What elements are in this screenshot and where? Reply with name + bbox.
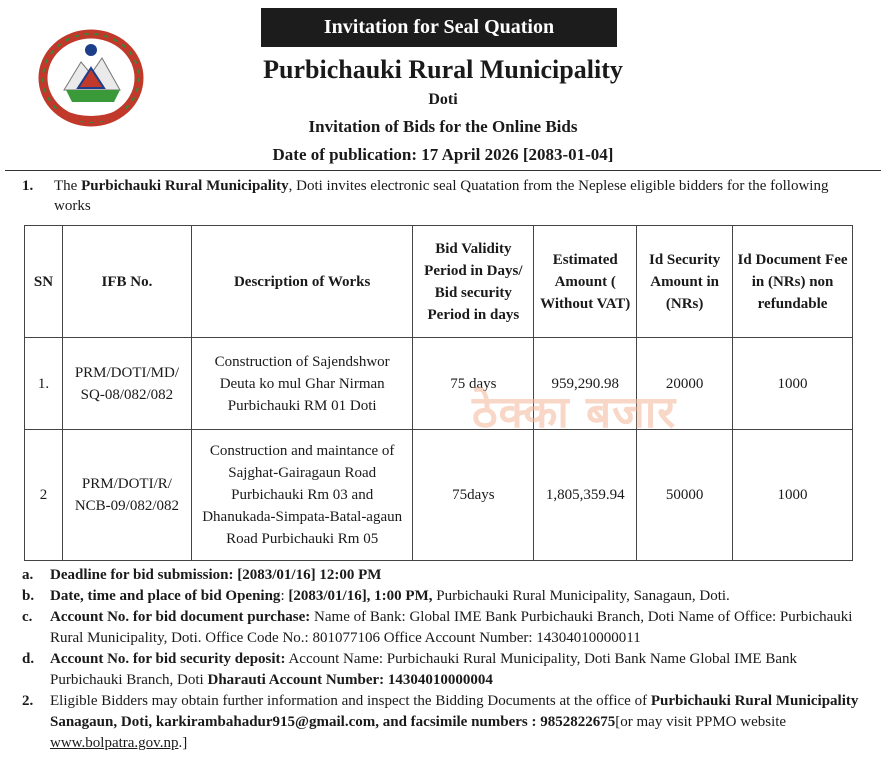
item-1-paragraph (22, 176, 852, 216)
item-2-lead: Eligible Bidders may obtain further information and inspect the Bidding Documents at the office of (50, 693, 651, 709)
note-a (22, 565, 860, 586)
note-b-rest: Purbichauki Rural Municipality, Sanagaun, Doti. (432, 588, 730, 604)
cell-security: 20000 (637, 338, 733, 430)
ppmo-website-link[interactable]: www.bolpatra.gov.np (50, 735, 179, 751)
note-label: d. (22, 651, 35, 667)
cell-validity: 75days (413, 430, 534, 561)
header-sn: SN (25, 226, 63, 338)
header-doc-fee: Id Document Fee in (NRs) non refundable (733, 226, 853, 338)
item-2-paragraph (22, 691, 860, 754)
note-a-text: Deadline for bid submission: [2083/01/16] 12:00 PM (50, 567, 382, 583)
note-b-bold: Date, time and place of bid Opening (50, 588, 281, 604)
note-label: c. (22, 609, 33, 625)
note-label: a. (22, 567, 34, 583)
note-label: 2. (22, 693, 34, 709)
municipality-name: Purbichauki Rural Municipality (263, 55, 623, 84)
watermark: ठेक्का बजार (472, 387, 677, 438)
header-security: Id Security Amount in (NRs) (637, 226, 733, 338)
note-d (22, 649, 860, 691)
header-validity: Bid Validity Period in Days/ Bid security Period in days (413, 226, 534, 338)
cell-ifb: PRM/DOTI/MD/ SQ-08/082/082 (62, 338, 191, 430)
item-1-bold: Purbichauki Rural Municipality (81, 178, 289, 194)
header-ifb: IFB No. (62, 226, 191, 338)
table-header-row (25, 226, 853, 338)
item-1-lead: The (54, 178, 82, 194)
notice-banner: Invitation for Seal Quation (261, 8, 617, 47)
note-d-account: Dharauti Account Number: 14304010000004 (207, 672, 493, 688)
item-2-rest: [or may visit PPMO website (615, 714, 787, 730)
header-divider (5, 170, 881, 171)
header-description: Description of Works (191, 226, 413, 338)
item-2-bold: Purbichauki Rural Municipality Sanagaun, Doti, karkirambahadur915@gmail.com, and facsimile numbers : 9852822675 (50, 693, 859, 730)
notice-subtitle: Invitation of Bids for the Online Bids (308, 117, 578, 136)
note-d-rest: Account Name: Purbichauki Rural Municipality, Doti Bank Name Global IME Bank Purbichauki Branch, Doti (50, 651, 797, 688)
item-1-number: 1. (22, 178, 34, 194)
cell-validity: 75 days (413, 338, 534, 430)
note-d-bold: Account No. for bid security deposit: (50, 651, 286, 667)
works-table (24, 225, 853, 561)
note-c-bold: Account No. for bid document purchase: (50, 609, 311, 625)
cell-amount: 959,290.98 (534, 338, 637, 430)
cell-amount: 1,805,359.94 (534, 430, 637, 561)
note-b-datetime: [2083/01/16], 1:00 PM, (288, 588, 433, 604)
notes-list (22, 565, 860, 754)
table-row (25, 430, 853, 561)
cell-sn: 1. (25, 338, 63, 430)
note-b-sep: : (280, 588, 289, 604)
note-c-rest: Name of Bank: Global IME Bank Purbichauki Branch, Doti Name of Office: Purbichauki Rural Municipality, Doti. Office Code No.: 801077106 Office Account Number: 14304010000011 (50, 609, 853, 646)
publication-date: Date of publication: 17 April 2026 [2083-01-04] (272, 145, 614, 164)
cell-security: 50000 (637, 430, 733, 561)
table-row (25, 338, 853, 430)
cell-description: Construction and maintance of Sajghat-Gairagaun Road Purbichauki Rm 03 and Dhanukada-Simpata-Batal-agaun Road Purbichauki Rm 05 (191, 430, 413, 561)
header-estimated-amount: Estimated Amount ( Without VAT) (534, 226, 637, 338)
cell-fee: 1000 (733, 430, 853, 561)
cell-ifb: PRM/DOTI/R/ NCB-09/082/082 (62, 430, 191, 561)
cell-fee: 1000 (733, 338, 853, 430)
item-2-tail: .] (178, 735, 188, 751)
cell-description: Construction of Sajendshwor Deuta ko mul Ghar Nirman Purbichauki RM 01 Doti (191, 338, 413, 430)
note-b (22, 586, 860, 607)
cell-sn: 2 (25, 430, 63, 561)
note-label: b. (22, 588, 35, 604)
district-name: Doti (428, 91, 458, 108)
note-c (22, 607, 860, 649)
item-1-rest: , Doti invites electronic seal Quatation from the Neplese eligible bidders for the following works (54, 178, 829, 214)
